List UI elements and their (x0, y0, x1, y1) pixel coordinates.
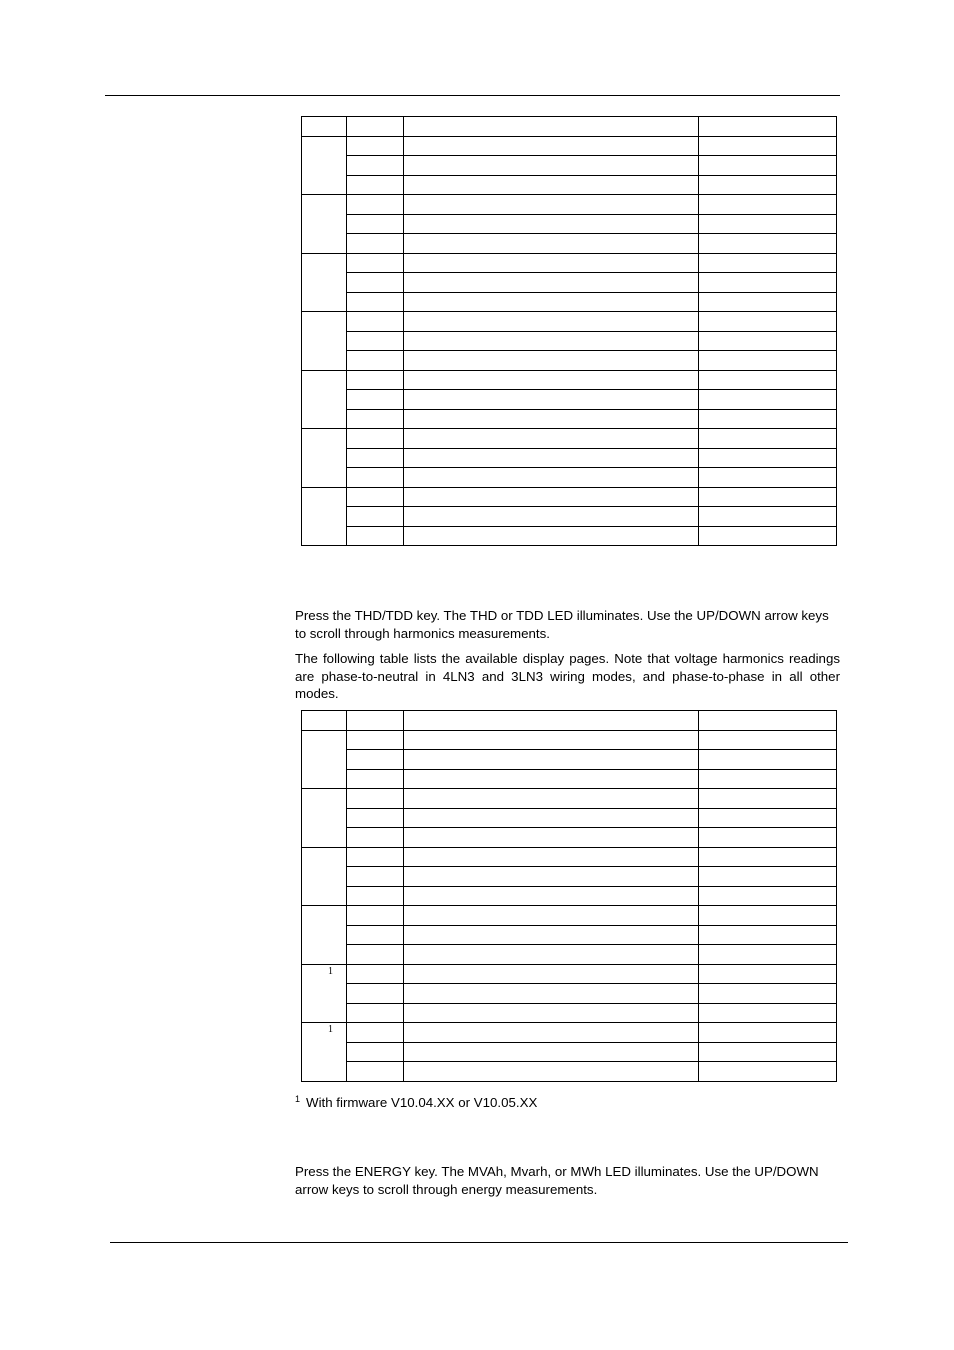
display-pages-table-2 (301, 710, 837, 1082)
table-cell (347, 750, 404, 770)
table-cell (347, 964, 404, 984)
header-cell (347, 117, 404, 137)
table-cell (404, 487, 699, 507)
table-cell (347, 448, 404, 468)
table-cell (404, 808, 699, 828)
table-cell (404, 253, 699, 273)
table-row (302, 1062, 837, 1082)
group-cell (302, 370, 347, 429)
table-row (302, 331, 837, 351)
table-cell (404, 925, 699, 945)
table-cell (404, 331, 699, 351)
table-cell (699, 769, 837, 789)
table-cell (699, 273, 837, 293)
group-cell (302, 253, 347, 312)
table-cell (347, 234, 404, 254)
table-cell (347, 468, 404, 488)
table-cell (347, 828, 404, 848)
group-cell (302, 136, 347, 195)
table-cell (347, 526, 404, 546)
table-cell (404, 273, 699, 293)
table-row (302, 292, 837, 312)
table-cell (699, 292, 837, 312)
table-cell (347, 789, 404, 809)
table-cell (404, 1062, 699, 1082)
table-row (302, 195, 837, 215)
group-cell (302, 964, 347, 1023)
table-row (302, 312, 837, 332)
table-row (302, 730, 837, 750)
table-cell (699, 945, 837, 965)
table-cell (347, 945, 404, 965)
table-cell (699, 468, 837, 488)
table-cell (699, 1062, 837, 1082)
table-row (302, 429, 837, 449)
table-row (302, 156, 837, 176)
table-cell (699, 730, 837, 750)
table-cell (699, 331, 837, 351)
table-cell (699, 156, 837, 176)
group-cell (302, 906, 347, 965)
table-cell (347, 370, 404, 390)
table-cell (404, 136, 699, 156)
table-row (302, 390, 837, 410)
table-cell (699, 1003, 837, 1023)
table-row (302, 1042, 837, 1062)
table-row (302, 468, 837, 488)
group-cell (302, 847, 347, 906)
table-cell (404, 1042, 699, 1062)
display-pages-table-1 (301, 116, 837, 546)
table-row (302, 175, 837, 195)
table-cell (404, 886, 699, 906)
footnote (295, 1091, 537, 1111)
table-row (302, 945, 837, 965)
table-cell (347, 867, 404, 887)
table-row (302, 487, 837, 507)
table-cell (347, 312, 404, 332)
table-cell (347, 1062, 404, 1082)
table-cell (404, 789, 699, 809)
group-cell (302, 1023, 347, 1082)
group-footnote-mark: 1 (328, 1024, 333, 1035)
table-cell (347, 1003, 404, 1023)
table-cell (347, 390, 404, 410)
table-cell (404, 195, 699, 215)
group-cell (302, 312, 347, 371)
table-row (302, 273, 837, 293)
table-cell (347, 1023, 404, 1043)
table-cell (699, 195, 837, 215)
table-cell (699, 1023, 837, 1043)
header-cell (302, 117, 347, 137)
table-cell (404, 769, 699, 789)
table-row (302, 984, 837, 1004)
table-row (302, 867, 837, 887)
header-cell (404, 711, 699, 731)
table-cell (699, 984, 837, 1004)
table-cell (347, 409, 404, 429)
table-row (302, 828, 837, 848)
table-cell (347, 487, 404, 507)
table-cell (347, 292, 404, 312)
table-cell (699, 847, 837, 867)
table-cell (699, 906, 837, 926)
table-cell (404, 312, 699, 332)
table-row (302, 1003, 837, 1023)
table-cell (347, 195, 404, 215)
table-cell (699, 487, 837, 507)
table-cell (404, 234, 699, 254)
table-cell (404, 730, 699, 750)
table-cell (699, 136, 837, 156)
table-cell (404, 526, 699, 546)
table-cell (347, 886, 404, 906)
table-cell (347, 507, 404, 527)
table-cell (699, 370, 837, 390)
table-cell (347, 984, 404, 1004)
table-header-row (302, 117, 837, 137)
table-cell (404, 964, 699, 984)
harmonics-table-note: The following table lists the available display pages. Note that voltage harmonics readings are phase-to-neutral in 4LN3 and 3LN3 wiring modes, and phase-to-phase in all other modes. (295, 651, 840, 701)
table-cell (699, 409, 837, 429)
table-cell (404, 390, 699, 410)
harmonics-instructions: Press the THD/TDD key. The THD or TDD LED illuminates. Use the UP/DOWN arrow keys to scroll through harmonics measurements. (295, 608, 829, 641)
table-header-row (302, 711, 837, 731)
footnote-marker: 1 (295, 1094, 301, 1104)
table-cell (404, 292, 699, 312)
table-cell (699, 429, 837, 449)
table-row (302, 448, 837, 468)
table-cell (404, 1003, 699, 1023)
table-cell (404, 448, 699, 468)
table-cell (347, 273, 404, 293)
table-row (302, 214, 837, 234)
table-cell (347, 331, 404, 351)
table-cell (404, 214, 699, 234)
table-cell (699, 886, 837, 906)
table-cell (404, 175, 699, 195)
table-row (302, 769, 837, 789)
group-cell (302, 429, 347, 488)
table-cell (347, 925, 404, 945)
table-row (302, 526, 837, 546)
table-cell (404, 945, 699, 965)
table-cell (347, 1042, 404, 1062)
table-row (302, 136, 837, 156)
table-cell (347, 351, 404, 371)
table-cell (404, 468, 699, 488)
header-rule (105, 95, 840, 96)
table-cell (347, 136, 404, 156)
energy-instructions: Press the ENERGY key. The MVAh, Mvarh, or MWh LED illuminates. Use the UP/DOWN arrow keys to scroll through energy measurements. (295, 1164, 819, 1197)
table-cell (347, 906, 404, 926)
table-cell (699, 312, 837, 332)
table-row (302, 847, 837, 867)
table-cell (699, 526, 837, 546)
table-cell (699, 828, 837, 848)
table-cell (404, 1023, 699, 1043)
table-cell (699, 448, 837, 468)
table-row (302, 925, 837, 945)
table-cell (699, 390, 837, 410)
table-row (302, 234, 837, 254)
table-row (302, 906, 837, 926)
table-cell (699, 789, 837, 809)
table-cell (347, 156, 404, 176)
header-cell (699, 117, 837, 137)
table-cell (347, 769, 404, 789)
table-row (302, 789, 837, 809)
table-cell (347, 847, 404, 867)
table-cell (347, 429, 404, 449)
table-row (302, 507, 837, 527)
table-cell (699, 925, 837, 945)
table-cell (404, 828, 699, 848)
group-cell (302, 789, 347, 848)
table-row (302, 750, 837, 770)
table-row (302, 253, 837, 273)
table-cell (404, 351, 699, 371)
table-cell (404, 409, 699, 429)
group-footnote-mark: 1 (328, 965, 333, 977)
header-cell (347, 711, 404, 731)
header-cell (302, 711, 347, 731)
table-row (302, 808, 837, 828)
table-cell (699, 253, 837, 273)
table-cell (404, 847, 699, 867)
table-row (302, 964, 837, 984)
table-cell (404, 429, 699, 449)
table-row (302, 409, 837, 429)
table-cell (347, 175, 404, 195)
header-cell (699, 711, 837, 731)
group-cell (302, 487, 347, 546)
header-cell (404, 117, 699, 137)
table-cell (699, 867, 837, 887)
table-cell (699, 175, 837, 195)
table-cell (699, 964, 837, 984)
table-cell (347, 253, 404, 273)
table-cell (404, 750, 699, 770)
table-cell (347, 808, 404, 828)
table-cell (347, 214, 404, 234)
table-cell (404, 906, 699, 926)
footer-rule (110, 1242, 848, 1243)
group-cell (302, 730, 347, 789)
table-cell (699, 351, 837, 371)
table-cell (699, 214, 837, 234)
table-cell (699, 750, 837, 770)
table-row (302, 370, 837, 390)
table-cell (699, 808, 837, 828)
table-cell (699, 507, 837, 527)
table-row (302, 886, 837, 906)
table-row (302, 1023, 837, 1043)
footnote-text: With firmware V10.04.XX or V10.05.XX (306, 1095, 538, 1110)
table-cell (404, 867, 699, 887)
group-cell (302, 195, 347, 254)
table-cell (404, 370, 699, 390)
table-cell (404, 984, 699, 1004)
table-cell (404, 156, 699, 176)
table-row (302, 351, 837, 371)
table-cell (699, 234, 837, 254)
table-cell (347, 730, 404, 750)
table-cell (404, 507, 699, 527)
table-cell (699, 1042, 837, 1062)
